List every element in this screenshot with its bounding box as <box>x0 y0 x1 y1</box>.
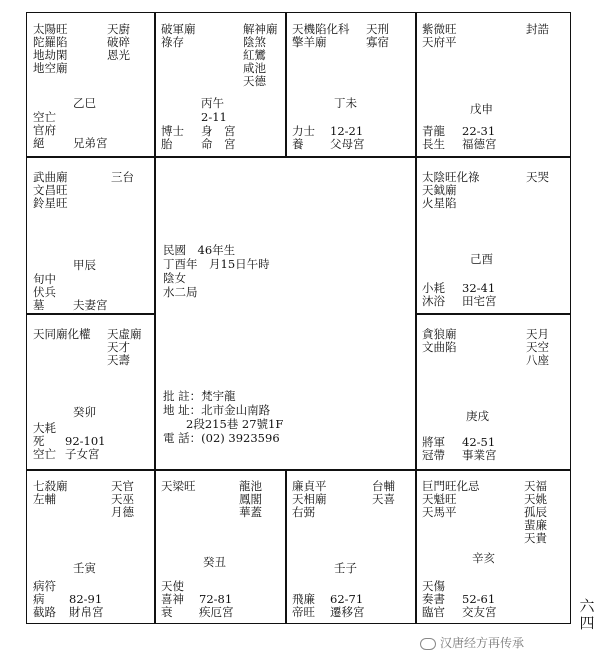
stem-branch: 癸卯 <box>73 405 96 419</box>
age-range: 12-21 <box>330 124 364 138</box>
palace-name: 福德宮 <box>462 137 497 151</box>
center-panel <box>155 157 415 469</box>
main-stars: 廉貞平 天相廟 右弼 <box>292 479 327 519</box>
age-range: 42-51 <box>462 435 496 449</box>
left-stars: 病符 病 截路 <box>33 579 56 619</box>
stem-branch: 壬子 <box>334 561 357 575</box>
main-stars: 天同廟化權 <box>33 327 91 341</box>
main-stars: 太陽旺 陀羅陷 地劫閑 地空廟 <box>33 22 68 75</box>
page-number: 六 四 <box>579 597 595 632</box>
age-range: 82-91 <box>69 592 103 606</box>
palace-name: 田宅宮 <box>462 294 497 308</box>
minor-stars: 龍池 鳳閣 華蓋 <box>239 479 262 519</box>
stem-branch: 己酉 <box>470 252 493 266</box>
stem-branch: 乙巳 <box>73 96 96 110</box>
main-stars: 天梁旺 <box>161 479 196 493</box>
palace-name: 夫妻宮 <box>73 298 108 312</box>
minor-stars: 天福 天姚 孤辰 蜚廉 天貴 <box>524 479 547 545</box>
minor-stars: 封誥 <box>526 22 549 36</box>
main-stars: 破軍廟 祿存 <box>161 22 196 49</box>
palace-zi <box>286 470 415 623</box>
palace-shen <box>416 13 570 156</box>
minor-stars: 天廚 破碎 恩光 <box>107 22 130 62</box>
left-stars: 將軍 冠帶 <box>422 435 445 462</box>
palace-chou <box>155 470 285 623</box>
left-stars: 天傷 奏書 臨官 <box>422 579 445 619</box>
main-stars: 天機陷化科 擎羊廟 <box>292 22 350 49</box>
palace-mao <box>27 314 154 469</box>
birth-info: 民國 46年生 丁酉年 月15日午時 陰女 水二局 <box>163 243 270 299</box>
left-stars: 青龍 長生 <box>422 124 445 151</box>
main-stars: 貪狼廟 文曲陷 <box>422 327 457 354</box>
palace-you <box>416 157 570 313</box>
palace-name: 遷移宮 <box>330 605 365 619</box>
minor-stars: 天月 天空 八座 <box>526 327 549 367</box>
watermark-text: 汉唐经方再传承 <box>440 636 525 650</box>
main-stars: 巨門旺化忌 天魁旺 天馬平 <box>422 479 480 519</box>
palace-xu <box>416 314 570 469</box>
palace-name: 兄弟宮 <box>73 136 108 150</box>
main-stars: 太陰旺化祿 天鉞廟 火星陷 <box>422 170 480 210</box>
age-range: 92-101 <box>65 434 106 448</box>
left-stars: 天使 喜神 衰 <box>161 579 184 619</box>
stem-branch: 辛亥 <box>472 551 495 565</box>
palace-name: 子女宮 <box>65 447 100 461</box>
stem-branch: 庚戌 <box>466 409 489 423</box>
left-stars: 力士 養 <box>292 124 315 151</box>
left-stars: 小耗 沐浴 <box>422 281 445 308</box>
palace-wu <box>155 13 285 156</box>
palace-name: 交友宮 <box>462 605 497 619</box>
main-stars: 武曲廟 文昌旺 鈴星旺 <box>33 170 68 210</box>
contact-info: 批 註：梵宇龍 地 址：北市金山南路 2段215巷 27號1F 電 話：(02) 3923596 <box>163 389 284 445</box>
age-range: 72-81 <box>199 592 233 606</box>
minor-stars: 台輔 天喜 <box>372 479 395 506</box>
age-range: 32-41 <box>462 281 496 295</box>
left-stars: 空亡 官府 絕 <box>33 110 56 150</box>
age-range: 52-61 <box>462 592 496 606</box>
age-range: 2-11 <box>201 110 227 124</box>
wechat-icon <box>420 638 436 650</box>
palace-name: 事業宮 <box>462 448 497 462</box>
minor-stars: 解神廟 陰煞 紅鸞 咸池 天德 <box>243 22 278 88</box>
palace-hai <box>416 470 570 623</box>
palace-name: 疾厄宮 <box>199 605 234 619</box>
stem-branch: 壬寅 <box>73 561 96 575</box>
left-stars: 博士 胎 <box>161 124 184 151</box>
palace-chen <box>27 157 154 313</box>
minor-stars: 三台 <box>111 170 134 184</box>
ziwei-chart <box>26 12 571 624</box>
palace-yin <box>27 470 154 623</box>
palace-name: 父母宮 <box>330 137 365 151</box>
left-stars: 旬中 伏兵 墓 <box>33 272 56 312</box>
main-stars: 紫微旺 天府平 <box>422 22 457 49</box>
palace-si <box>27 13 154 156</box>
age-range: 62-71 <box>330 592 364 606</box>
palace-name: 身 宮 命 宮 <box>201 124 236 151</box>
minor-stars: 天刑 寡宿 <box>366 22 389 49</box>
stem-branch: 丁未 <box>334 96 357 110</box>
minor-stars: 天哭 <box>526 170 549 184</box>
watermark <box>420 634 524 651</box>
stem-branch: 戊申 <box>470 102 493 116</box>
minor-stars: 天官 天巫 月德 <box>111 479 134 519</box>
stem-branch: 丙午 <box>201 96 224 110</box>
stem-branch: 癸丑 <box>203 555 226 569</box>
age-range: 22-31 <box>462 124 496 138</box>
left-stars: 飛廉 帝旺 <box>292 592 315 619</box>
main-stars: 七殺廟 左輔 <box>33 479 68 506</box>
stem-branch: 甲辰 <box>73 258 96 272</box>
minor-stars: 天虛廟 天才 天壽 <box>107 327 142 367</box>
left-stars: 大耗 死 空亡 <box>33 421 56 461</box>
palace-name: 財帛宮 <box>69 605 104 619</box>
palace-wei <box>286 13 415 156</box>
